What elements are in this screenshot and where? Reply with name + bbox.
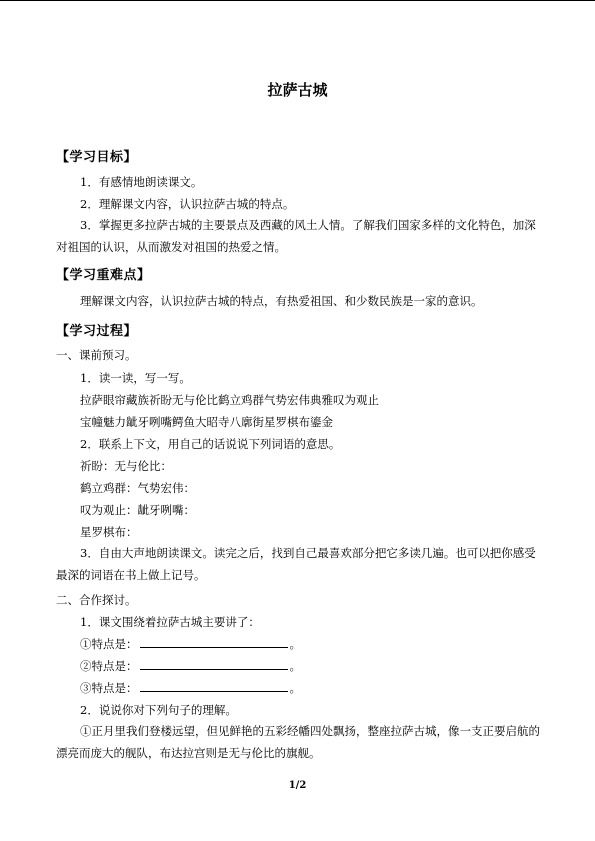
part2-q1: 1．课文围绕着拉萨古城主要讲了： [80,615,260,629]
page-title: 拉萨古城 [267,81,328,99]
period-mark-1: 。 [289,637,301,651]
period-mark-2: 。 [289,659,301,673]
answer-blank-2[interactable] [140,658,288,670]
term-line-2: 鹤立鸡群：气势宏伟： [80,481,195,495]
page-number: 1/2 [288,780,307,791]
goal-3: 3．掌握更多拉萨古城的主要景点及西藏的风土人情。了解我们国家多样的文化特色，加深对祖国的认识，从而激发对祖国的热爱之情。 [56,218,536,254]
part2-q2: 2．说说你对下列句子的理解。 [80,703,237,717]
part1-q2: 2．联系上下文，用自己的话说说下列词语的意思。 [80,437,341,451]
goal-1: 1．有感情地朗读课文。 [80,175,203,189]
part1-words-line1: 拉萨眼帘藏族祈盼无与伦比鹤立鸡群气势宏伟典雅叹为观止 [80,393,379,407]
answer-blank-1[interactable] [140,636,288,648]
sentence-1: ①正月里我们登楼远望，但见鲜艳的五彩经幡四处飘扬，整座拉萨古城，像一支正要启航的漂亮而庞大的舰队，布达拉宫则是无与伦比的旗舰。 [56,724,540,760]
period-mark-3: 。 [289,681,301,695]
part1-q1: 1．读一读，写一写。 [80,371,191,385]
feature-line-2 [80,658,301,674]
answer-blank-3[interactable] [140,680,288,692]
term-line-1: 祈盼：无与伦比： [80,459,172,473]
feature-label-2: ②特点是： [80,659,138,673]
part2-heading: 二、合作探讨。 [56,593,137,607]
section-goals-heading: 【学习目标】 [56,150,138,165]
part1-q3: 3．自由大声地朗读课文。读完之后，找到自己最喜欢部分把它多读几遍。也可以把你感受最深的词语在书上做上记号。 [56,546,536,582]
term-line-3: 叹为观止：龇牙咧嘴： [80,503,195,517]
feature-label-1: ①特点是： [80,637,138,651]
part1-heading: 一、课前预习。 [56,348,137,362]
goal-2: 2．理解课文内容，认识拉萨古城的特点。 [80,197,295,211]
section-keypoints-heading: 【学习重难点】 [56,268,151,283]
section-process-heading: 【学习过程】 [56,324,138,339]
feature-line-1 [80,636,301,652]
top-rule [0,0,595,1]
feature-label-3: ③特点是： [80,681,138,695]
feature-line-3 [80,680,301,696]
part1-words-line2: 宝幢魅力龇牙咧嘴鳄鱼大昭寺八廓街星罗棋布鎏金 [80,415,333,429]
keypoint-text: 理解课文内容，认识拉萨古城的特点，有热爱祖国、和少数民族是一家的意识。 [80,294,483,308]
term-line-4: 星罗棋布： [80,525,138,539]
